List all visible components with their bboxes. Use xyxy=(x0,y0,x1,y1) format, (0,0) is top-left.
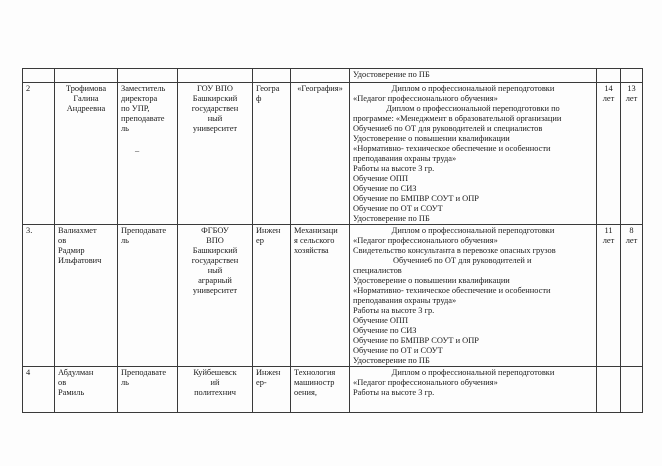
total-experience-cell: 14 лет xyxy=(597,83,621,225)
qualification-upgrades-cell xyxy=(350,69,597,83)
staff-table xyxy=(22,68,643,413)
position-cell: Преподавате ль xyxy=(118,225,178,367)
teaching-experience-cell: 8 лет xyxy=(621,225,643,367)
table-row xyxy=(23,367,643,413)
table-row xyxy=(23,83,643,225)
cell-line: Удостоверение по ПБ xyxy=(353,70,430,79)
qualification-upgrades-cell: Диплом о профессиональной переподготовки «Педагог профессионального обучения» Диплом о профессиональной переподготовки по программе: «Менеджмент в образовательной организации Обучение6 по ОТ для руководителей и специалистов Удостоверение о повышении квалификации «Нормативно- техническое обеспечение и особенности преподавания охраны труда» Работы на высоте 3 гр. Обучение ОПП Обучение по СИЗ Обучение по БМПВР СОУТ и ОПР Обучение по ОТ и СОУТ Удостоверение по ПБ xyxy=(350,83,597,225)
name-cell: Трофимова Галина Андреевна xyxy=(55,83,118,225)
teaching-experience-cell: 13 лет xyxy=(621,83,643,225)
row-number: 3. xyxy=(23,225,55,367)
diploma-qualification-cell: Технология машиностр оения, xyxy=(291,367,350,413)
table-row xyxy=(23,69,643,83)
position-cell: Заместитель директора по УПР, преподавате ль – xyxy=(118,83,178,225)
name-cell: Валиахмет ов Радмир Ильфатович xyxy=(55,225,118,367)
pen-mark: – xyxy=(135,146,140,155)
specialty-cell: Геогра ф xyxy=(253,83,291,225)
education-cell: Куйбешевск ий политехнич xyxy=(178,367,253,413)
specialty-cell: Инжен ер xyxy=(253,225,291,367)
diploma-qualification-cell: «География» xyxy=(291,83,350,225)
diploma-qualification-cell: Механизаци я сельского хозяйства xyxy=(291,225,350,367)
qualification-upgrades-cell: Диплом о профессиональной переподготовки «Педагог профессионального обучения» Свидетельство консультанта в перевозке опасных грузов Обучение6 по ОТ для руководителей и специалистов Удостоверение о повышении квалификации «Нормативно- техническое обеспечение и особенности преподавания охраны труда» Работы на высоте 3 гр. Обучение ОПП Обучение по СИЗ Обучение по БМПВР СОУТ и ОПР Обучение по ОТ и СОУТ Удостоверение по ПБ xyxy=(350,225,597,367)
total-experience-cell: 11 лет xyxy=(597,225,621,367)
specialty-cell: Инжен ер- xyxy=(253,367,291,413)
name-cell: Абдулман ов Рамиль xyxy=(55,367,118,413)
row-number: 4 xyxy=(23,367,55,413)
education-cell: ГОУ ВПО Башкирский государствен ный университет xyxy=(178,83,253,225)
row-number: 2 xyxy=(23,83,55,225)
total-experience-cell xyxy=(597,367,621,413)
education-cell: ФГБОУ ВПО Башкирский государствен ный аграрный университет xyxy=(178,225,253,367)
table-row xyxy=(23,225,643,367)
teaching-experience-cell xyxy=(621,367,643,413)
position-cell: Преподавате ль xyxy=(118,367,178,413)
qualification-upgrades-cell: Диплом о профессиональной переподготовки «Педагог профессионального обучения» Работы на высоте 3 гр. xyxy=(350,367,597,413)
